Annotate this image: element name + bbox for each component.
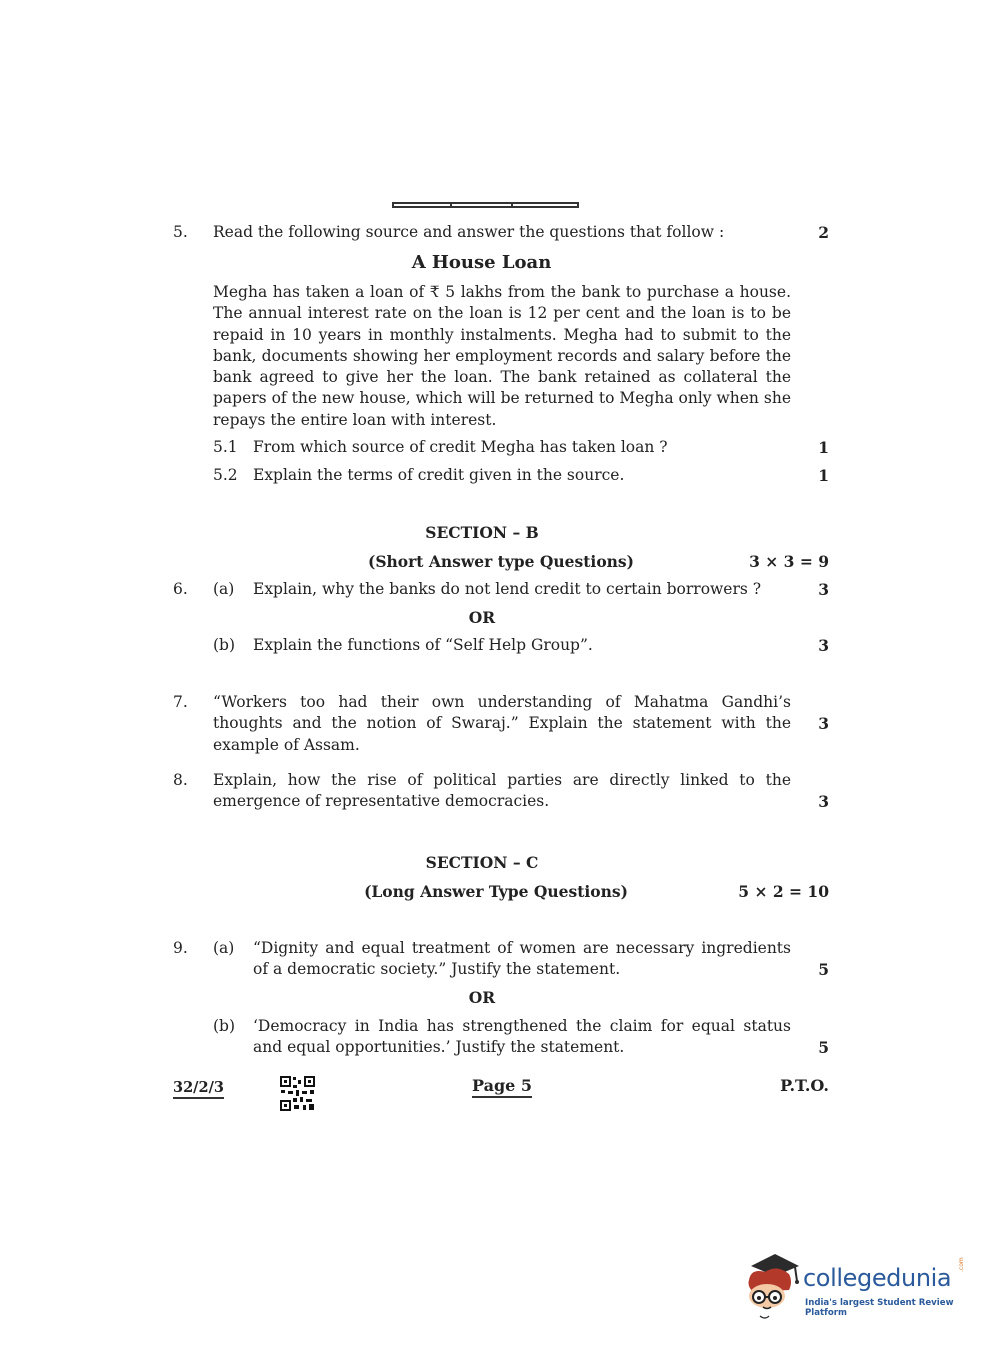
q6-or: OR	[468, 608, 496, 627]
q6-number: 6.	[173, 580, 188, 598]
q9-or: OR	[468, 988, 496, 1007]
collegedunia-logo	[743, 1250, 973, 1320]
top-divider-bar	[392, 202, 579, 208]
mascot-icon	[743, 1250, 803, 1320]
q6-a-text: Explain, why the banks do not lend credit to certain borrowers ?	[253, 580, 762, 598]
section-b-subtitle: (Short Answer type Questions)	[368, 552, 634, 571]
q8-text: Explain, how the rise of political parties are directly linked to the emergence of representative democracies.	[213, 771, 791, 811]
section-c-marks: 5 × 2 = 10	[738, 882, 829, 901]
q9-a-marks: 5	[818, 960, 829, 979]
q8-number: 8.	[173, 771, 188, 789]
q9-b-marks: 5	[818, 1038, 829, 1057]
section-c-title: SECTION – C	[425, 853, 539, 872]
logo-tagline: India's largest Student Review Platform	[805, 1298, 954, 1318]
q8-marks: 3	[818, 792, 829, 811]
section-b-marks: 3 × 3 = 9	[749, 552, 829, 571]
footer-paper-code	[173, 1078, 224, 1097]
q6-a-label: (a)	[213, 580, 235, 598]
logo-com: .com	[958, 1257, 965, 1272]
footer-paper-code-text: 32/2/3	[173, 1079, 224, 1099]
q5-heading: A House Loan	[411, 252, 552, 273]
section-b-title: SECTION – B	[425, 523, 539, 542]
q9-b-label: (b)	[213, 1017, 236, 1035]
q5-1-text: From which source of credit Megha has taken loan ?	[253, 438, 668, 456]
q5-1-marks: 1	[818, 438, 829, 457]
q7-marks: 3	[818, 714, 829, 733]
footer-page-number-text: Page 5	[472, 1076, 532, 1098]
q9-a-label: (a)	[213, 939, 235, 957]
q5-2-text: Explain the terms of credit given in the source.	[253, 466, 625, 484]
q9-number: 9.	[173, 939, 188, 957]
q7-number: 7.	[173, 693, 188, 711]
q9-b-text: ‘Democracy in India has strengthened the claim for equal status and equal opportunities.’ Justify the statement.	[253, 1017, 791, 1057]
q5-text: Read the following source and answer the questions that follow :	[213, 223, 725, 241]
q5-passage: Megha has taken a loan of ₹ 5 lakhs from the bank to purchase a house. The annual interest rate on the loan is 12 per cent and the loan is to be repaid in 10 years in monthly instalments. Megha had to submit to the bank, documents showing her employment records and salary before the bank agreed to give her the loan. The bank retained as collateral the papers of the new house, which will be returned to Megha only when she repays the entire loan with interest.	[213, 283, 791, 429]
q5-2-marks: 1	[818, 466, 829, 485]
q9-a-text: “Dignity and equal treatment of women are necessary ingredients of a democratic society.” Justify the statement.	[253, 939, 791, 979]
q5-marks: 2	[818, 223, 829, 242]
q6-b-label: (b)	[213, 636, 236, 654]
section-c-subtitle: (Long Answer Type Questions)	[364, 882, 628, 901]
logo-wordmark: collegedunia	[803, 1264, 952, 1292]
qr-code-icon	[279, 1075, 316, 1112]
footer-pto: P.T.O.	[780, 1076, 829, 1095]
q5-number: 5.	[173, 223, 188, 241]
footer-page-number	[472, 1076, 532, 1096]
q5-1-number: 5.1	[213, 438, 238, 456]
q7-text: “Workers too had their own understanding of Mahatma Gandhi’s thoughts and the notion of Swaraj.” Explain the statement with the example of Assam.	[213, 693, 791, 754]
q6-a-marks: 3	[818, 580, 829, 599]
q5-2-number: 5.2	[213, 466, 238, 484]
q6-b-text: Explain the functions of “Self Help Group”.	[253, 636, 593, 654]
q6-b-marks: 3	[818, 636, 829, 655]
